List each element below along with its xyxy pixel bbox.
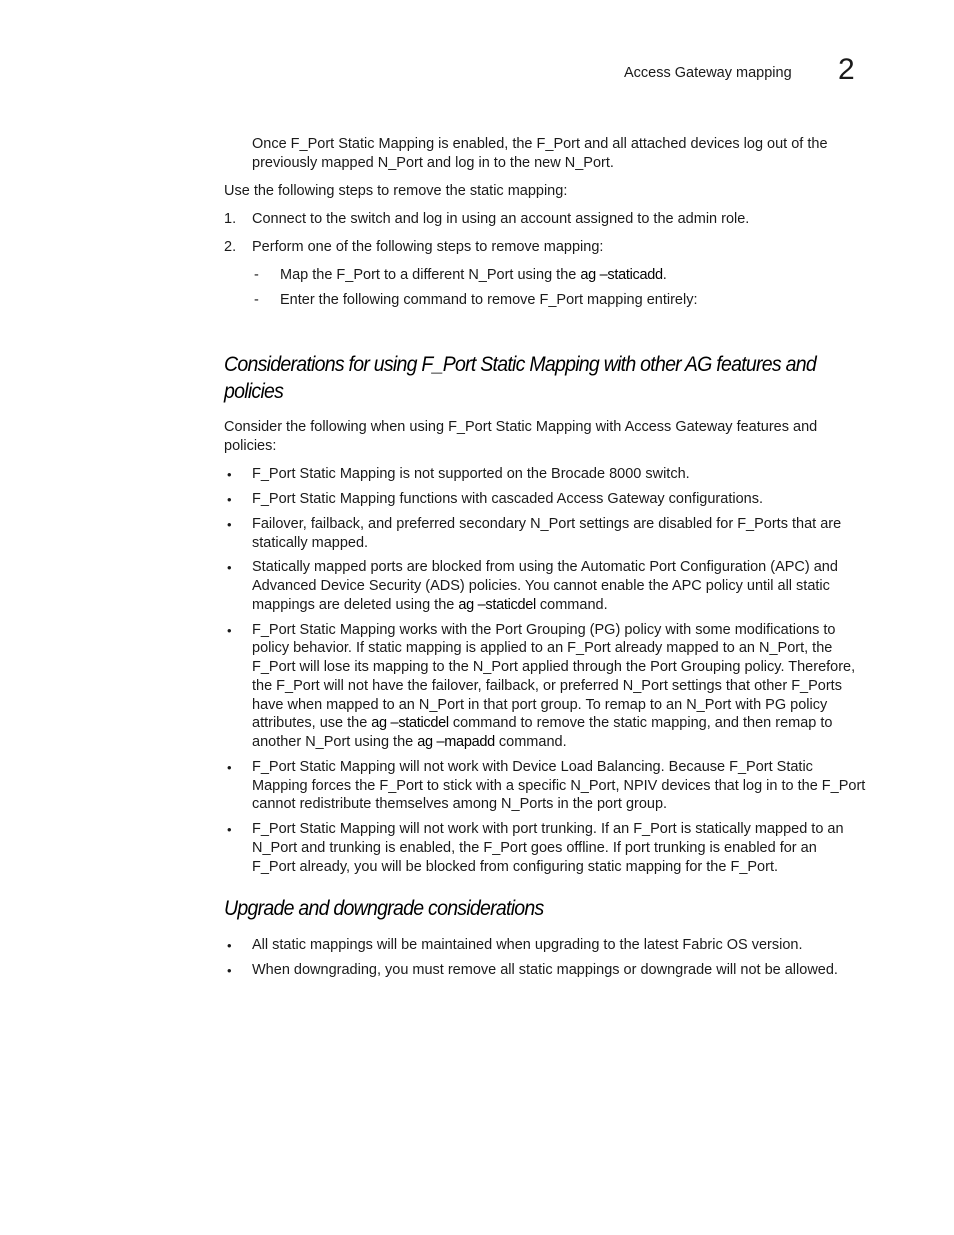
bullet-text: statically mapped.	[252, 535, 369, 551]
bullet-text: policy behavior. If static mapping is applied to an F_Port already mapped to an N_Port, the	[252, 640, 833, 656]
bullet-text: F_Port already, you will be blocked from configuring static mapping for the F_Port.	[252, 859, 779, 875]
bullet-text: F_Port Static Mapping will not work with Device Load Balancing. Because F_Port Static	[252, 759, 813, 775]
chapter-number: 2	[838, 53, 855, 86]
bullet-text: another N_Port using the ag –mapadd command.	[252, 734, 567, 750]
bullet-text: All static mappings will be maintained when upgrading to the latest Fabric OS version.	[252, 937, 803, 953]
section-heading-line: policies	[224, 380, 284, 403]
substep-text: Map the F_Port to a different N_Port using the ag –staticadd.	[280, 267, 667, 283]
bullet-text: mappings are deleted using the ag –staticdel command.	[252, 597, 608, 613]
step-number: 2.	[224, 239, 237, 255]
bullet-text: F_Port Static Mapping is not supported on the Brocade 8000 switch.	[252, 466, 690, 482]
bullet-text: Failover, failback, and preferred secondary N_Port settings are disabled for F_Ports that are	[252, 516, 842, 532]
bullet-text: F_Port Static Mapping works with the Port Grouping (PG) policy with some modifications to	[252, 622, 836, 638]
bullet-icon: •	[227, 517, 232, 532]
section-intro-line: policies:	[224, 438, 277, 454]
bullet-text: F_Port Static Mapping functions with cascaded Access Gateway configurations.	[252, 491, 763, 507]
intro-paragraph-line: Once F_Port Static Mapping is enabled, the F_Port and all attached devices log out of the	[252, 136, 828, 152]
step-text: Perform one of the following steps to remove mapping:	[252, 239, 604, 255]
bullet-text: the F_Port will not have the failover, failback, or preferred N_Port settings that other F_Ports	[252, 678, 842, 694]
bullet-text: have when mapped to an N_Port in that port group. To remap to an N_Port with PG policy	[252, 697, 828, 713]
running-header-title: Access Gateway mapping	[624, 65, 792, 81]
substep-marker: -	[254, 267, 259, 283]
bullet-text: Advanced Device Security (ADS) policies. You cannot enable the APC policy until all static	[252, 578, 830, 594]
section-intro-line: Consider the following when using F_Port Static Mapping with Access Gateway features and	[224, 419, 818, 435]
intro-paragraph-line: previously mapped N_Port and log in to the new N_Port.	[252, 155, 614, 171]
bullet-text: When downgrading, you must remove all static mappings or downgrade will not be allowed.	[252, 962, 838, 978]
bullet-icon: •	[227, 492, 232, 507]
section-heading: Upgrade and downgrade considerations	[224, 897, 544, 920]
step-number: 1.	[224, 211, 237, 227]
substep-text: Enter the following command to remove F_Port mapping entirely:	[280, 292, 698, 308]
bullet-icon: •	[227, 467, 232, 482]
bullet-icon: •	[227, 963, 232, 978]
bullet-icon: •	[227, 560, 232, 575]
command-text: ag –staticdel	[458, 597, 536, 613]
bullet-text: F_Port Static Mapping will not work with port trunking. If an F_Port is statically mapped to an	[252, 821, 844, 837]
bullet-icon: •	[227, 822, 232, 837]
command-text: ag –staticdel	[371, 715, 449, 731]
bullet-icon: •	[227, 623, 232, 638]
bullet-text: cannot redistribute themselves among N_Ports in the port group.	[252, 796, 668, 812]
substep-marker: -	[254, 292, 259, 308]
bullet-icon: •	[227, 938, 232, 953]
bullet-text: Mapping forces the F_Port to stick with a specific N_Port, NPIV devices that log in to the F_Port	[252, 778, 866, 794]
bullet-text: Statically mapped ports are blocked from using the Automatic Port Configuration (APC) and	[252, 559, 838, 575]
bullet-text: N_Port and trunking is enabled, the F_Port goes offline. If port trunking is enabled for an	[252, 840, 817, 856]
bullet-text: attributes, use the ag –staticdel command to remove the static mapping, and then remap to	[252, 715, 833, 731]
command-text: ag –mapadd	[417, 734, 495, 750]
bullet-text: F_Port will lose its mapping to the N_Port applied through the Port Grouping policy. Therefore,	[252, 659, 856, 675]
section-heading-line: Considerations for using F_Port Static Mapping with other AG features and	[224, 353, 816, 376]
steps-intro: Use the following steps to remove the static mapping:	[224, 183, 568, 199]
command-text: ag –staticadd	[580, 267, 663, 283]
step-text: Connect to the switch and log in using an account assigned to the admin role.	[252, 211, 750, 227]
bullet-icon: •	[227, 760, 232, 775]
